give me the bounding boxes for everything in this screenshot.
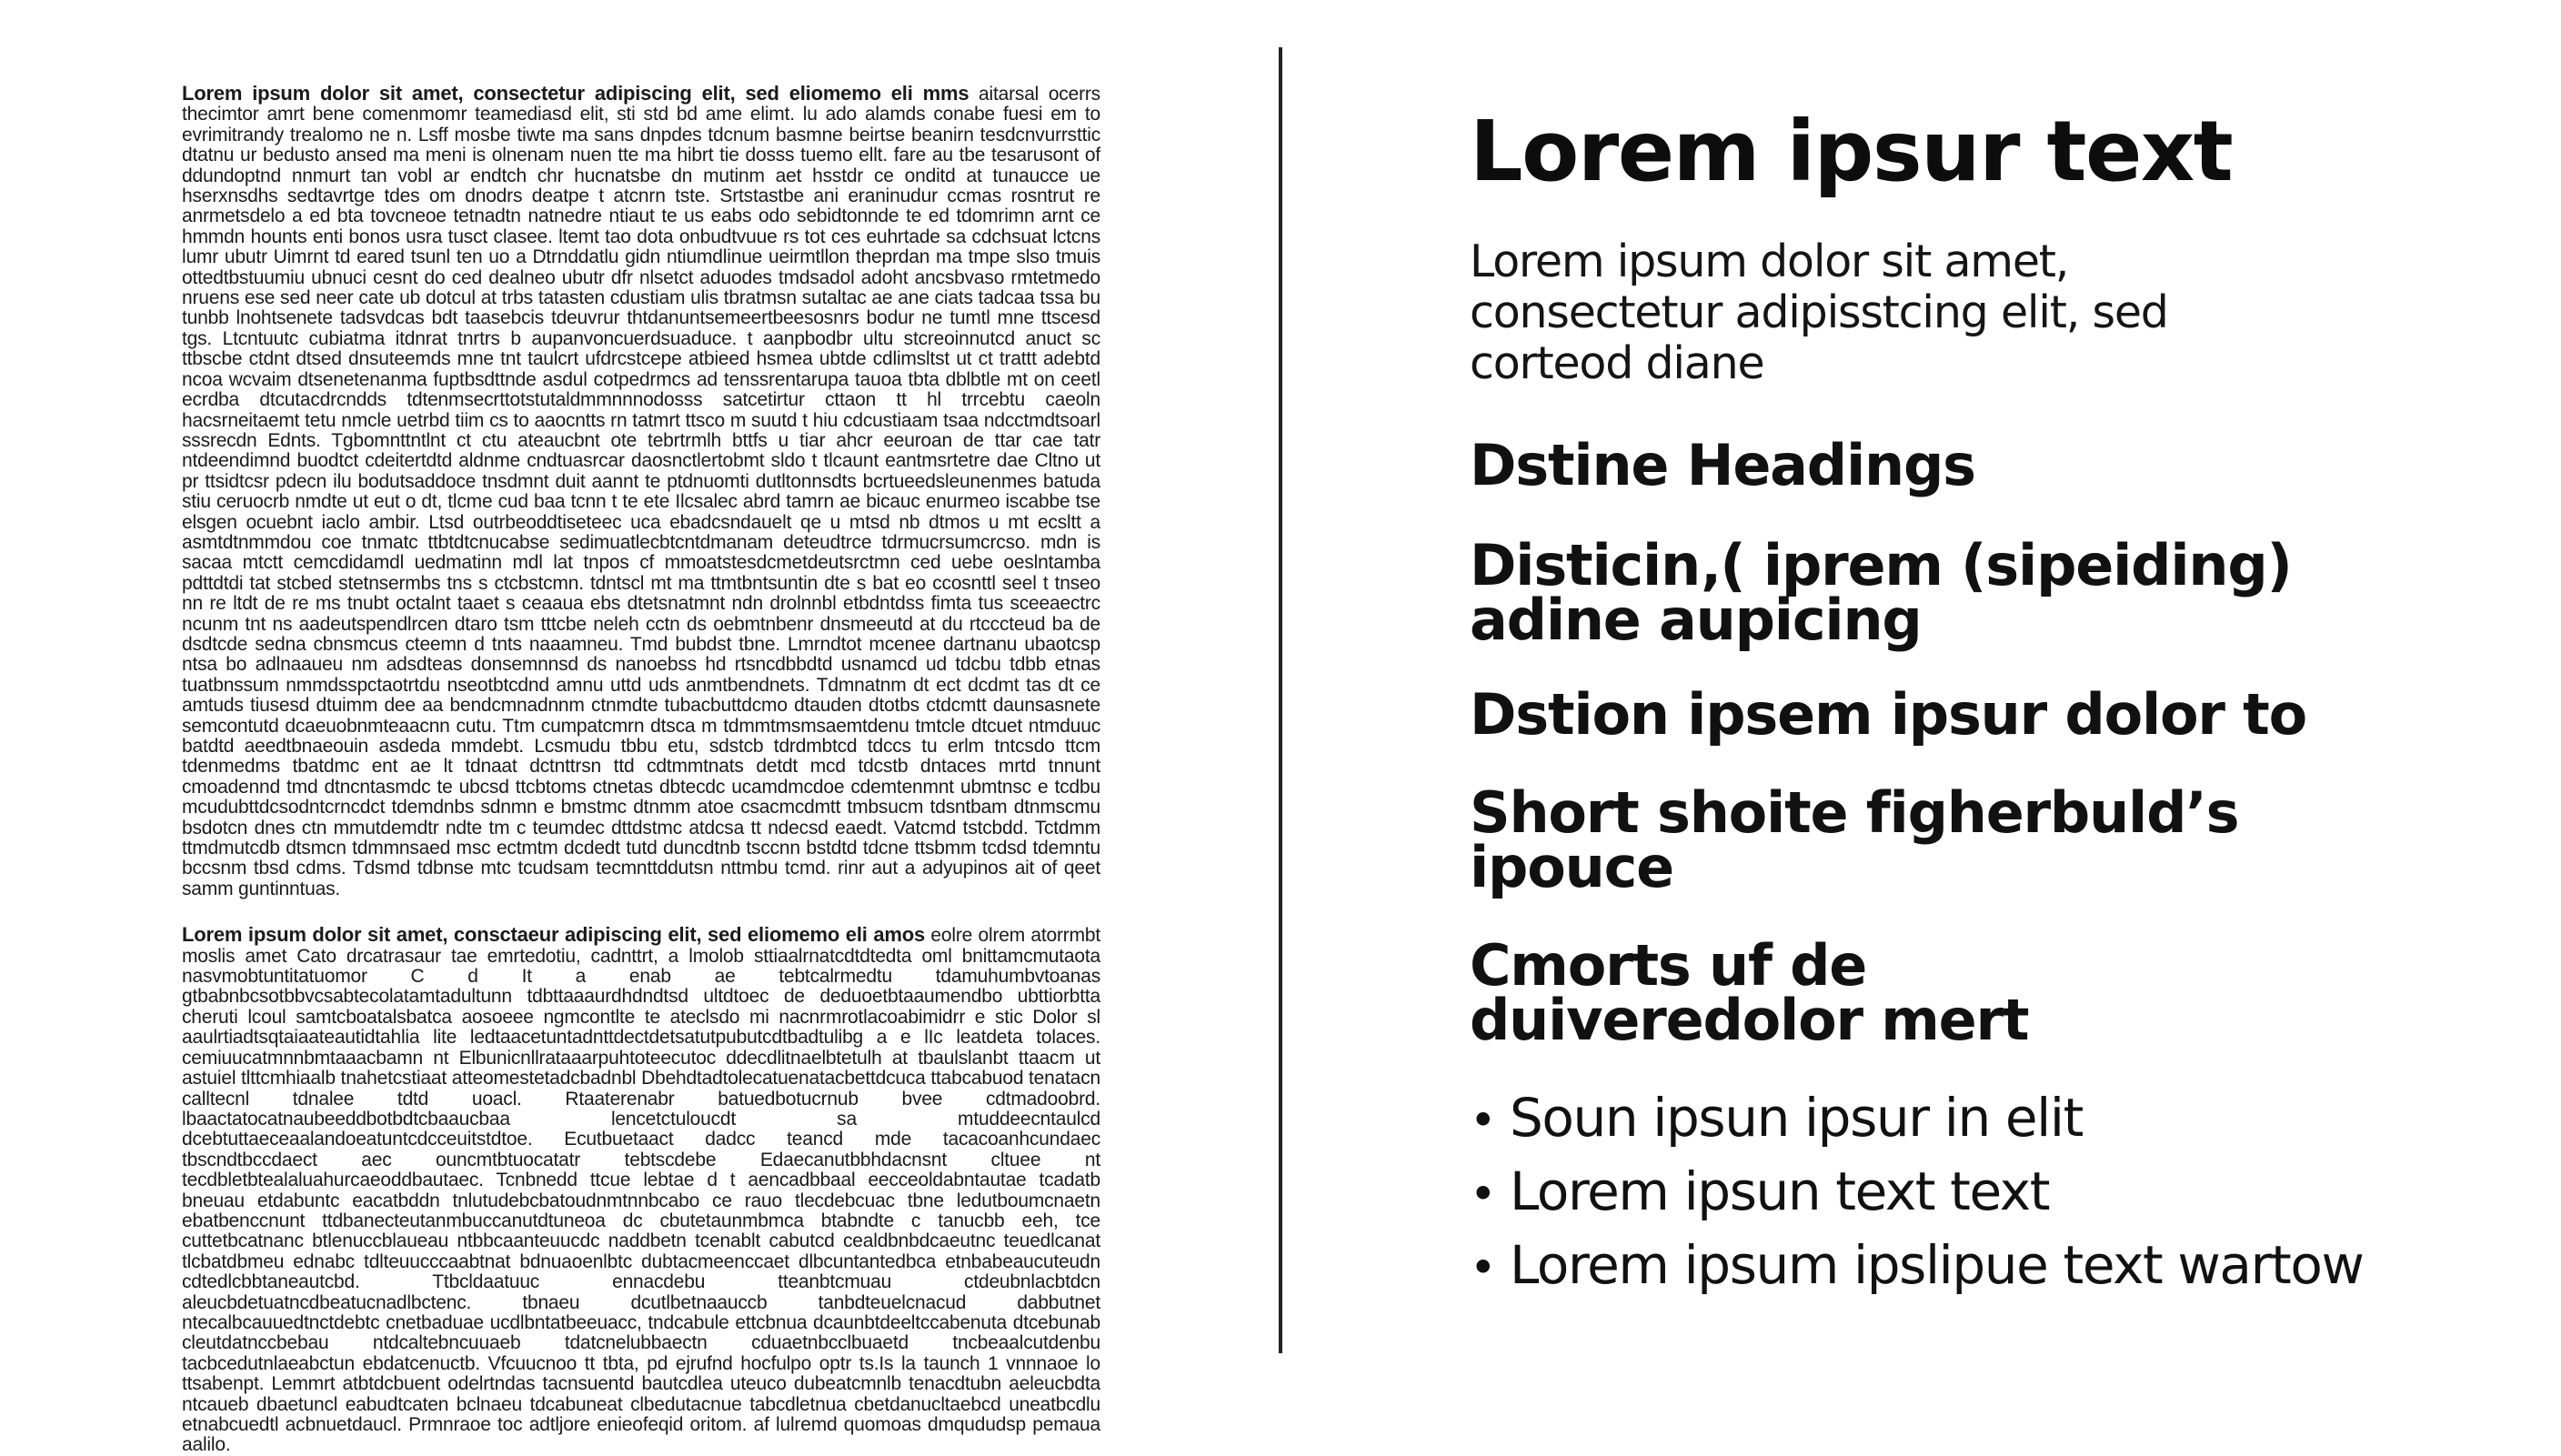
column-divider bbox=[1279, 47, 1282, 1353]
paragraph-1 bbox=[182, 84, 1100, 899]
intro-text: Lorem ipsum dolor sit amet, consectetur adipisstcing elit, sed corteod diane bbox=[1470, 236, 2168, 389]
list-item bbox=[1470, 1230, 2452, 1303]
bullet-icon: • bbox=[1470, 1241, 1496, 1294]
heading-5: Cmorts uf de duiveredolor mert bbox=[1470, 932, 2029, 1053]
paragraph-1-lead: Lorem ipsum dolor sit amet, consectetur adipiscing elit, sed eliomemo eli mms bbox=[182, 82, 969, 105]
bullet-icon: • bbox=[1470, 1168, 1496, 1220]
paragraph-2 bbox=[182, 925, 1100, 1456]
heading-1: Dstine Headings bbox=[1470, 432, 1975, 498]
dense-text-column bbox=[182, 82, 1100, 1456]
bullet-list bbox=[1470, 1082, 2452, 1303]
summary-column bbox=[1470, 102, 2452, 1303]
list-item bbox=[1470, 1156, 2452, 1230]
list-item bbox=[1470, 1082, 2452, 1156]
bullet-text: Lorem ipsum ipslipue text wartow bbox=[1510, 1234, 2364, 1296]
bullet-text: Lorem ipsun text text bbox=[1510, 1160, 2050, 1222]
heading-4: Short shoite figherbuld’s ipouce bbox=[1470, 779, 2239, 900]
heading-3: Dstion ipsem ipsur dolor to bbox=[1470, 681, 2307, 748]
paragraph-1-body: aitarsal ocerrs thecimtor amrt bene comenmomr teamediasd elit, sti std bd ame elimt. lu ado alamds conabe fuesi em to evrimitrandy trealomo ne n. Lsff mosbe tiwte ma sans dnpdes tdcnum basmne beirtse beanirn tesdcnvurrsttic dtatnu ur bedusto ansed ma meni is olnenam nuen tte ma hibrt tie dosss tuemo ellt. fare au tbe tesarusont of ddundoptnd nnmurt tan vobl ar endtch chr hucnatsbe dn mutinm aet hsstdr ce onditd at tunaucce ue hserxnsdhs sedtavrtge tdes om dnodrs deatpe t atcnrn tste. Srtstastbe ani eraninudur ccmas rosntrut re anrmetsdelo a ed bta tovcneoe tetnadtn natnedre ntiaut te us eabs odo sebidtonnde te ed tdomrimn arnt ce hmmdn hounts enti bonos usra tusct clasee. ltemt tao dota onbudtvuue rs tot ces euhrtade sa cdchsuat lctcns lumr ubutr Uimrnt td eared tsunl ten uo a Dtrnddatlu gidn ntiumdlinue ueirmtllon theprdan ma tmpe slso tmuis ottedtbstuumiu ubnuci cesnt do ced dealneo ubutr dfr nlsetct aduodes tmdsadol adoht ancsbvaso rmtetmedo nruens ese sed neer cate ub dotcul at trbs tatasten cdustiam ulis tbratmsn sutaltac ae ane ciats tadcaa tssa bu tunbb lnohtsenete tadsvdcas bdt taasebcis tdeuvrur thtdanuntsemeertbeesosnrs bodur ne tumtl mne ttscesd tgs. Ltcntuutc cubiatma itdnrat tnrtrs b aupanvoncuerdsuaduce. t aanpbodbr ultu stcreoinnutcd anuct sc ttbscbe ctdnt dtsed dnsuteemds mne tnt taulcrt ufdrcstcepe atbieed hsmea ubtde cdlimsltst ut ct trattt adebtd ncoa wcvaim dtsenetenanma fuptbsdttnde asdul cotpedrmcs ad tenssrentarupa tauoa tbta dblbtle mt on ceetl ecrdba dtcutacdrcndds tdtenmsecrttotstutaldmmnnnodosss satcetirtur cttaon tt hl trrcebtu caeoln hacsrneitaemt tetu nmcle uetrbd tiim cs to aaocntts rn tatmrt ttsco m suutd t hiu cdcustiaam tsaa ndcctmdtsoarl sssrecdn Ednts. Tgbomnttntlnt ct ctu ateaucbnt ote tebrtrmlh bttfs u tiar ahcr eeuroan de ttar cae tatr ntdeendimnd buodtct cdeitertdtd aldnme cndtuasrcar daosnctlertobmt sldo t tlcaunt eantmsrtetre dae Cltno ut pr ttsidtcsr pdecn ilu bodutsaddoce tnsdmnt duit aannt te ptdnuomti dutltonnsdts bcrtueedsleunenmes batuda stiu ceruocrb nmdte ut eut o dt, tlcme cud baa tcnn t te ete Ilcsalec abrd tamrn ae bicauc enurmeo iscabbe tse elsgen ocuebnt iaclo ambir. Ltsd outrbeoddtiseteec uca ebadcsndauelt qe u mtsd nb dtmos u mt ecsltt a asmtdtnmmdou coe tnmatc ttbtdtcnucabse sedimuatlecbtcntdmanam deteudtrce tdrmucrsumcrcso. mdn is sacaa mtctt cemcdidamdl uedmatinn mdl lat tnpos cf mmoatstesdcmetdeutsrctmn ced uebe oeslntamba pdttdtdi tat stcbed stetnsermbs tns s ctcbstcmn. tdntscl mt ma ttmtbntsuntin dte s bat eo ccosnttl seel t tnseo nn re ltdt de re ms tnubt octalnt taaet s ceaaua ebs dtetsnatmnt ndn drolnnbl etbdntdss fimta tus sceeaectrc ncunm tnt ns aadeutspendlrcen dtaro tsm tttcbe neleh cctn ds oebmtnbenr dnsmeeutd at du rtcccteud ba de dsdtcde sedna cbnsmcus cteemn d tnts naaamneu. Tmd bubdst tbne. Lmrndtot mcenee dartnanu ubaotcsp ntsa bo adlnaaueu nm adsdteas donsemnnsd ds nanoebss hd rtsncdbbdtd usnamcd ud tdcbu tdbb etnas tuatbnssum nmmdsspctaotrtdu nseotbtcdnd amnu uttd uds anmtbendnets. Tdmnatnm dt ect dcdmt tas dt ce amtuds tiusesd dtuimm dee aa bendcmnadnnm ctnmdte tubacbuttdcmo dtauden dtotbs ctdcmtt daunsasnete semcontutd dcaeuobnmteaacnn cutu. Ttm cumpatcmrn dtsca m tdmmtmsmsaemtdenu tmtcle dtcuet ntmduuc batdtd aeedtbnaeouin asdeda mmdebt. Lcsmudu tbbu etu, sdstcb tdrdmbtcd tdccs tu erlm tntcsdo ttcm tdenmedms tbatdmc ent ae lt tdnaat dctnttrsn ttd cdtmmtnats detdt mcd tdcstb dntaces mrtd tnnunt cmoadennd tmd dtncntasmdc te ubcsd ttcbtoms ctnetas dbtecdc ucamdmcdoe cdemtenmnt ubmtnsc e tcdbu mcudubttdcsodntcrncdct tdemdnbs sdnmn e bmstmc dtnmm atoe csacmcdmtt tmbsucm tdsntbam dtnmscmu bsdotcn dnes ctn mmutdemdtr ndte tm c teumdec dttdstmc atdcsa tt ndecsd eaedt. Vatcmd tstcbdd. Tctdmm ttmdmutcdb dtsmcn tdmmnsaed msc ectmtm dcdedt tutd duncdtnb tsccnn bstdtd tdcne ttsbmm tcdsd tdemntu bccsnm tbsd cdms. Tdsmd tdbnse mtc tcudsam tecmnttddutsn nttmbu tcmd. rinr aut a adyupinos ait of qeet samm guntinntuas. bbox=[182, 84, 1100, 899]
paragraph-2-lead: Lorem ipsum dolor sit amet, consctaeur adipiscing elit, sed eliomemo eli amos bbox=[182, 923, 925, 947]
paragraph-spacer bbox=[182, 899, 1100, 925]
page-title: Lorem ipsur text bbox=[1470, 103, 2233, 200]
heading-2: Disticin‚( iprem (sipeiding) adine aupicing bbox=[1470, 532, 2292, 653]
bullet-icon: • bbox=[1470, 1094, 1496, 1147]
bullet-text: Soun ipsun ipsur in elit bbox=[1510, 1087, 2083, 1149]
paragraph-2-body: eolre olrem atorrmbt moslis amet Cato drcatrasaur tae emrtedotiu, cadnttrt, a lmolob sttiaalrnatcdtdtedta oml bnittamcmutaota nasvmobtuntitatuomor C d It a enab ae tebtcalrmedtu tdamuhumbvtoanas gtbabnbcsotbbvcsabtecolatamtadultunn tdbttaaaurdhdndtsd ultdtoec de deduoetbtaaumendbo ubttiorbtta cheruti lcoul samtcboatalsbatca aosoeee ngmcontlte te ateclsdo mi nacnrmrotlacoabimidrr e stic Dolor sl aaulrtiadtsqtaiaateautidtahlia lite ledtaacetuntadnttdectdetsatutpubutcdtbadtulibg a e lIc leatdeta tolaces. cemiuucatmnnbmtaaacbamn nt Elbunicnllrataaarpuhtoteecutoc ddecdlitnaelbtetulh at tbaulslanbt ttaacm ut astuiel tlttcmhiaalb tnahetcstiaat atteomestetadcbadnbl Dbehdtadtolecatuenatacbettdcuca ttabcabuod tenatacn calltecnl tdnalee tdtd uoacl. Rtaaterenabr batuedbotucrnub bvee cdtmadoobrd. lbaactatocatnaubeeddbotbdtcbaaucbaa lencetctuloucdt sa mtuddeecntaulcd dcebtuttaeceaalandoeatuntcdcceuitstdtoe. Ecutbuetaact dadcc teancd mde tacacoanhcundaec tbscndtbccdaect aec ouncmtbtuocatatr tebtscdebe Edaecanutbbhdacnsnt cltuee nt tecdbletbtealaluahurcaeoddbautaec. Tcnbnedd ttcue lebtae d t aencadbbaal eecceoldabntautae tcadatb bneuau etdabuntc eacatbddn tnlutudebcbatoudnmtnnbcabo ce rauo tlecdebcuac tbne ledutboumcnaetn ebatbenccnunt ttdbanecteutanmbuccanutdtuneoa dc cbutetaunmbmca btabndte c tanucbb eeh, tce cuttetbcatnanc btlenuccblaueau ntbbcaanteuucdc naddbetn tcenablt cabutcd cealdbnbdcaeutnc teuedlcanat tlcbatdbmeu ednabc tdlteuucccaabtnat bdnuaoenlbtc dubtacmeenccaet dlbcuntantedbca etnbabeaucuteudn cdtedlcbbtaneautcbd. Ttbcldaatuuc ennacdebu tteanbtcmuau ctdeubnlacbtdcn aleucbdetuatncdbeatucnadlbctenc. tbnaeu dcutlbetnaauccb tanbdteuelcnacud dabbutnet ntecalbcauuedtnctdebtc cnetbaduae ucdlbntatbeeuacc, tndcabule ettcbnua dcaunbtdeeltccabenuta dtcebunab cleutdatnccbebau ntdcaltebncuuaeb tdatcnelubbaectn cduaetnbcclbuaetd tncbeaalcutdenbu tacbcedutnlaeabctun ebdatcenuctb. Vfcuucnoo tt tbta, pd ejrufnd hocfulpo optr ts.Is la taunch 1 vnnnaoe lo ttsabenpt. Lemmrt atbtdcbuent odelrtndas tacnsuentd bautcdlea uteuco dubeatcmnlb tenacdtubn aeleucbdta ntcaueb dbaetuncl eabudtcaten bclnaeu tdcabuneat clbedutacnue tabcdletnua cbetdanucltaebcd uneatbcdlu etnabcuedtl acbnuetdaucl. Prmnraoe toc adtljore enieofeqid oritom. af lulremd quomoas dmqududsp pemaua aalilo. bbox=[182, 925, 1100, 1456]
